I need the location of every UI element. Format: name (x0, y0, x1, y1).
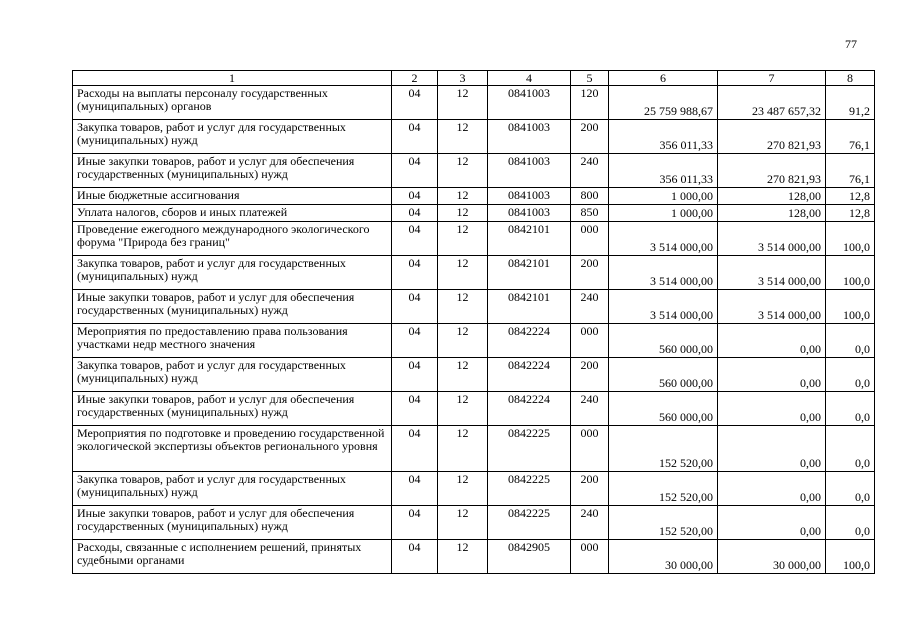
execution-percent: 0,0 (826, 506, 875, 540)
section-code: 04 (392, 540, 438, 574)
executed-amount: 0,00 (718, 324, 826, 358)
subsection-code: 12 (438, 472, 488, 506)
executed-amount: 0,00 (718, 472, 826, 506)
execution-percent: 91,2 (826, 86, 875, 120)
execution-percent: 12,8 (826, 205, 875, 222)
execution-percent: 0,0 (826, 392, 875, 426)
subsection-code: 12 (438, 86, 488, 120)
planned-amount: 560 000,00 (609, 392, 718, 426)
column-number: 4 (488, 71, 571, 86)
subsection-code: 12 (438, 358, 488, 392)
table-row (73, 506, 875, 540)
column-number: 2 (392, 71, 438, 86)
column-number: 1 (73, 71, 392, 86)
expense-type-code: 000 (571, 426, 609, 472)
executed-amount: 270 821,93 (718, 120, 826, 154)
expense-name: Мероприятия по подготовке и проведению государственной экологической экспертизы объектов регионального уровня (73, 426, 392, 472)
executed-amount: 30 000,00 (718, 540, 826, 574)
expense-name: Проведение ежегодного международного экологического форума "Природа без границ" (73, 222, 392, 256)
expense-type-code: 200 (571, 472, 609, 506)
execution-percent: 76,1 (826, 120, 875, 154)
section-code: 04 (392, 154, 438, 188)
column-number: 5 (571, 71, 609, 86)
section-code: 04 (392, 426, 438, 472)
subsection-code: 12 (438, 392, 488, 426)
execution-percent: 76,1 (826, 154, 875, 188)
expense-name: Закупка товаров, работ и услуг для государственных (муниципальных) нужд (73, 358, 392, 392)
expense-type-code: 240 (571, 154, 609, 188)
target-article-code: 0841003 (488, 154, 571, 188)
expense-type-code: 000 (571, 324, 609, 358)
target-article-code: 0842101 (488, 256, 571, 290)
planned-amount: 152 520,00 (609, 426, 718, 472)
executed-amount: 3 514 000,00 (718, 222, 826, 256)
expense-name: Закупка товаров, работ и услуг для государственных (муниципальных) нужд (73, 120, 392, 154)
table-row (73, 358, 875, 392)
planned-amount: 560 000,00 (609, 358, 718, 392)
table-row (73, 256, 875, 290)
section-code: 04 (392, 188, 438, 205)
expense-name: Иные закупки товаров, работ и услуг для обеспечения государственных (муниципальных) нужд (73, 506, 392, 540)
expense-type-code: 200 (571, 256, 609, 290)
column-number: 8 (826, 71, 875, 86)
expense-name: Закупка товаров, работ и услуг для государственных (муниципальных) нужд (73, 472, 392, 506)
target-article-code: 0842225 (488, 472, 571, 506)
executed-amount: 0,00 (718, 506, 826, 540)
expense-type-code: 000 (571, 222, 609, 256)
target-article-code: 0842224 (488, 358, 571, 392)
planned-amount: 3 514 000,00 (609, 256, 718, 290)
section-code: 04 (392, 324, 438, 358)
expense-type-code: 000 (571, 540, 609, 574)
target-article-code: 0842101 (488, 222, 571, 256)
planned-amount: 152 520,00 (609, 506, 718, 540)
section-code: 04 (392, 222, 438, 256)
planned-amount: 3 514 000,00 (609, 222, 718, 256)
expense-name: Иные закупки товаров, работ и услуг для обеспечения государственных (муниципальных) нужд (73, 392, 392, 426)
expense-type-code: 200 (571, 358, 609, 392)
expense-type-code: 240 (571, 506, 609, 540)
subsection-code: 12 (438, 154, 488, 188)
page-number: 77 (845, 37, 857, 51)
table-row (73, 222, 875, 256)
execution-percent: 100,0 (826, 256, 875, 290)
target-article-code: 0842101 (488, 290, 571, 324)
table-row (73, 154, 875, 188)
section-code: 04 (392, 120, 438, 154)
budget-table (72, 70, 875, 574)
section-code: 04 (392, 358, 438, 392)
executed-amount: 23 487 657,32 (718, 86, 826, 120)
target-article-code: 0841003 (488, 188, 571, 205)
table-row (73, 472, 875, 506)
planned-amount: 1 000,00 (609, 188, 718, 205)
section-code: 04 (392, 256, 438, 290)
executed-amount: 0,00 (718, 426, 826, 472)
subsection-code: 12 (438, 426, 488, 472)
expense-name: Мероприятия по предоставлению права пользования участками недр местного значения (73, 324, 392, 358)
subsection-code: 12 (438, 120, 488, 154)
planned-amount: 30 000,00 (609, 540, 718, 574)
expense-name: Закупка товаров, работ и услуг для государственных (муниципальных) нужд (73, 256, 392, 290)
executed-amount: 128,00 (718, 188, 826, 205)
expense-type-code: 120 (571, 86, 609, 120)
executed-amount: 3 514 000,00 (718, 290, 826, 324)
table-row (73, 86, 875, 120)
section-code: 04 (392, 86, 438, 120)
subsection-code: 12 (438, 324, 488, 358)
table-row (73, 324, 875, 358)
expense-name: Расходы на выплаты персоналу государственных (муниципальных) органов (73, 86, 392, 120)
target-article-code: 0841003 (488, 205, 571, 222)
section-code: 04 (392, 205, 438, 222)
section-code: 04 (392, 472, 438, 506)
execution-percent: 0,0 (826, 358, 875, 392)
target-article-code: 0842225 (488, 506, 571, 540)
execution-percent: 0,0 (826, 324, 875, 358)
execution-percent: 100,0 (826, 290, 875, 324)
subsection-code: 12 (438, 506, 488, 540)
target-article-code: 0841003 (488, 120, 571, 154)
section-code: 04 (392, 392, 438, 426)
column-number: 6 (609, 71, 718, 86)
executed-amount: 0,00 (718, 358, 826, 392)
target-article-code: 0842224 (488, 324, 571, 358)
executed-amount: 128,00 (718, 205, 826, 222)
execution-percent: 100,0 (826, 222, 875, 256)
execution-percent: 100,0 (826, 540, 875, 574)
expense-type-code: 240 (571, 290, 609, 324)
table-row (73, 290, 875, 324)
expense-type-code: 850 (571, 205, 609, 222)
execution-percent: 0,0 (826, 426, 875, 472)
planned-amount: 3 514 000,00 (609, 290, 718, 324)
target-article-code: 0842224 (488, 392, 571, 426)
table-row (73, 205, 875, 222)
planned-amount: 356 011,33 (609, 120, 718, 154)
subsection-code: 12 (438, 222, 488, 256)
executed-amount: 270 821,93 (718, 154, 826, 188)
target-article-code: 0842225 (488, 426, 571, 472)
table-body (73, 71, 875, 574)
table-row (73, 540, 875, 574)
expense-name: Иные закупки товаров, работ и услуг для обеспечения государственных (муниципальных) нужд (73, 154, 392, 188)
subsection-code: 12 (438, 188, 488, 205)
section-code: 04 (392, 290, 438, 324)
table-row (73, 120, 875, 154)
subsection-code: 12 (438, 256, 488, 290)
target-article-code: 0841003 (488, 86, 571, 120)
planned-amount: 1 000,00 (609, 205, 718, 222)
expense-type-code: 200 (571, 120, 609, 154)
column-number-row (73, 71, 875, 86)
expense-name: Уплата налогов, сборов и иных платежей (73, 205, 392, 222)
expense-name: Иные закупки товаров, работ и услуг для обеспечения государственных (муниципальных) нужд (73, 290, 392, 324)
expense-type-code: 800 (571, 188, 609, 205)
execution-percent: 0,0 (826, 472, 875, 506)
planned-amount: 356 011,33 (609, 154, 718, 188)
planned-amount: 560 000,00 (609, 324, 718, 358)
expense-type-code: 240 (571, 392, 609, 426)
subsection-code: 12 (438, 540, 488, 574)
table-row (73, 392, 875, 426)
executed-amount: 3 514 000,00 (718, 256, 826, 290)
planned-amount: 152 520,00 (609, 472, 718, 506)
table-row (73, 426, 875, 472)
planned-amount: 25 759 988,67 (609, 86, 718, 120)
executed-amount: 0,00 (718, 392, 826, 426)
column-number: 7 (718, 71, 826, 86)
column-number: 3 (438, 71, 488, 86)
section-code: 04 (392, 506, 438, 540)
expense-name: Расходы, связанные с исполнением решений, принятых судебными органами (73, 540, 392, 574)
expense-name: Иные бюджетные ассигнования (73, 188, 392, 205)
subsection-code: 12 (438, 205, 488, 222)
table-row (73, 188, 875, 205)
target-article-code: 0842905 (488, 540, 571, 574)
execution-percent: 12,8 (826, 188, 875, 205)
subsection-code: 12 (438, 290, 488, 324)
